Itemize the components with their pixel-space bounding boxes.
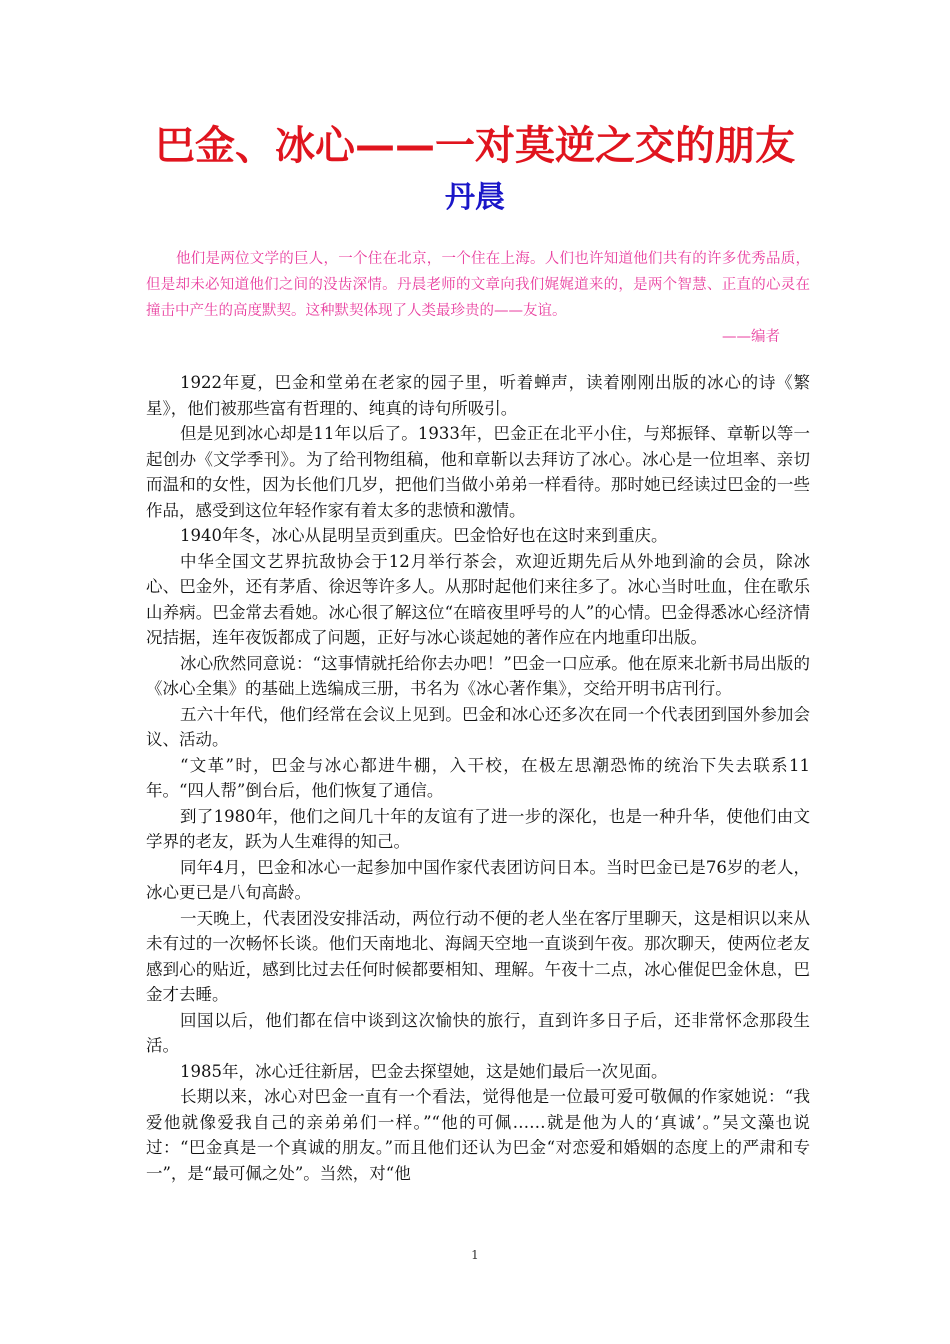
editor-signature: ——编者 xyxy=(722,329,780,345)
paragraph: 长期以来，冰心对巴金一直有一个看法，觉得他是一位最可爱可敬佩的作家她说：“我爱他就像爱我自己的亲弟弟们一样。”“他的可佩……就是他为人的‘真诚’。”吴文藻也说过：“巴金真是一个真诚的朋友。”而且他们还认为巴金“对恋爱和婚姻的态度上的严肃和专一”，是“最可佩之处”。当然，对“他 xyxy=(146,1087,810,1183)
article-author: 丹晨 xyxy=(445,180,505,215)
paragraph: 同年4月，巴金和冰心一起参加中国作家代表团访问日本。当时巴金已是76岁的老人，冰心更已是八旬高龄。 xyxy=(146,857,810,902)
page-number: 1 xyxy=(471,1248,479,1262)
paragraph: 一天晚上，代表团没安排活动，两位行动不便的老人坐在客厅里聊天，这是相识以来从未有过的一次畅怀长谈。他们天南地北、海阔天空地一直谈到午夜。那次聊天，使两位老友感到心的贴近，感到比过去任何时候都要相知、理解。午夜十二点，冰心催促巴金休息，巴金才去睡。 xyxy=(146,908,810,1004)
paragraph: 冰心欣然同意说：“这事情就托给你去办吧！”巴金一口应承。他在原来北新书局出版的《冰心全集》的基础上选编成三册，书名为《冰心著作集》，交给开明书店刊行。 xyxy=(146,653,810,698)
paragraph: 回国以后，他们都在信中谈到这次愉快的旅行，直到许多日子后，还非常怀念那段生活。 xyxy=(146,1010,810,1055)
paragraph: 到了1980年，他们之间几十年的友谊有了进一步的深化，也是一种升华，使他们由文学界的老友，跃为人生难得的知己。 xyxy=(146,806,810,851)
article-body xyxy=(146,370,810,1186)
paragraph: 但是见到冰心却是11年以后了。1933年，巴金正在北平小住，与郑振铎、章靳以等一起创办《文学季刊》。为了给刊物组稿，他和章靳以去拜访了冰心。冰心是一位坦率、亲切而温和的女性，因为长他们几岁，把他们当做小弟弟一样看待。那时她已经读过巴金的一些作品，感受到这位年轻作家有着太多的悲愤和激情。 xyxy=(146,424,810,520)
paragraph: 1922年夏，巴金和堂弟在老家的园子里，听着蝉声，读着刚刚出版的冰心的诗《繁星》，他们被那些富有哲理的、纯真的诗句所吸引。 xyxy=(146,373,810,418)
paragraph: 1940年冬，冰心从昆明呈贡到重庆。巴金恰好也在这时来到重庆。 xyxy=(180,526,668,545)
paragraph: 五六十年代，他们经常在会议上见到。巴金和冰心还多次在同一个代表团到国外参加会议、活动。 xyxy=(146,704,810,749)
editor-preface: 他们是两位文学的巨人，一个住在北京，一个住在上海。人们也许知道他们共有的许多优秀品质，但是却未必知道他们之间的没齿深情。丹晨老师的文章向我们娓娓道来的，是两个智慧、正直的心灵在撞击中产生的高度默契。这种默契体现了人类最珍贵的——友谊。 xyxy=(146,251,810,319)
article-title: 巴金、冰心——一对莫逆之交的朋友 xyxy=(155,123,795,169)
paragraph: 1985年，冰心迁往新居，巴金去探望她，这是她们最后一次见面。 xyxy=(180,1061,668,1081)
paragraph: “文革”时，巴金与冰心都进牛棚，入干校，在极左思潮恐怖的统治下失去联系11年。“四人帮”倒台后，他们恢复了通信。 xyxy=(146,755,810,800)
paragraph: 中华全国文艺界抗敌协会于12月举行茶会，欢迎近期先后从外地到渝的会员，除冰心、巴金外，还有茅盾、徐迟等许多人。从那时起他们来往多了。冰心当时吐血，住在歌乐山养病。巴金常去看她。冰心很了解这位“在暗夜里呼号的人”的心情。巴金得悉冰心经济情况拮据，连年夜饭都成了问题，正好与冰心谈起她的著作应在内地重印出版。 xyxy=(146,551,810,647)
